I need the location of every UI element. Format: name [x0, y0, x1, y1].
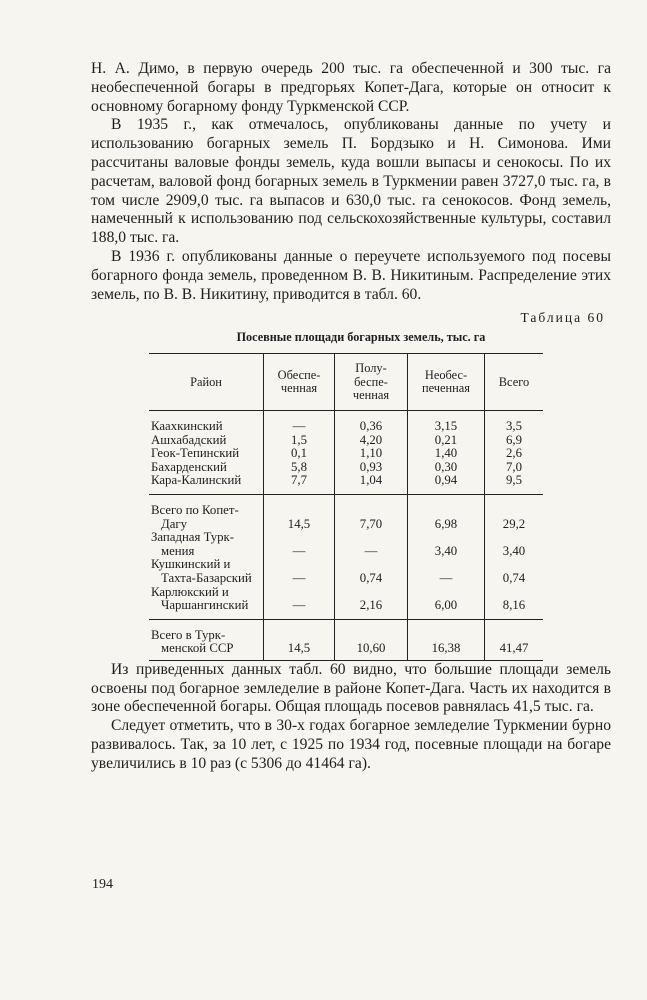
paragraph-1: Н. А. Димо, в первую очередь 200 тыс. га обеспеченной и 300 тыс. га необеспеченной богары в предгорьях Копет-Дага, которые он относит к основному богарному фонду Туркменской ССР.: [91, 60, 611, 115]
table-row: Карлюкский и Чаршангинский — 2,16 6,00 8,16: [149, 586, 543, 613]
data-table: [149, 353, 543, 661]
table-row: Каахкинский — 0,36 3,15 3,5: [149, 420, 543, 434]
header-semi-secured: Полу- беспе- ченная: [335, 354, 408, 411]
header-district: Район: [149, 354, 264, 411]
paragraph-4: Из приведенных данных табл. 60 видно, что большие площади земель освоены под богарное земледелие в районе Копет-Дага. Часть их находится в зоне обеспеченной богары. Общая площадь посевов равнялась 41,5 тыс. га.: [91, 660, 611, 716]
table-row: Геок-Тепинский 0,1 1,10 1,40 2,6: [149, 447, 543, 461]
table-row: Кушкинский и Тахта-Базарский — 0,74 — 0,74: [149, 558, 543, 585]
page-number: 194: [92, 877, 113, 892]
header-secured: Обеспе- ченная: [264, 354, 335, 411]
table-label: Таблица 60: [520, 310, 605, 326]
page-content: [91, 60, 611, 774]
paragraph-5: Следует отметить, что в 30-х годах богарное земледелие Туркмении бурно развивалось. Так, за 10 лет, с 1925 по 1934 год, посевные площади на богаре увеличились в 10 раз (с 5306 до 41464 га).: [91, 717, 611, 772]
header-unsecured: Необес- печенная: [408, 354, 485, 411]
table-row: Западная Турк- мения — — 3,40 3,40: [149, 531, 543, 558]
table-row: Бахарденский 5,8 0,93 0,30 7,0: [149, 461, 543, 475]
table-row: Кара-Калинский 7,7 1,04 0,94 9,5: [149, 474, 543, 488]
table-header-row: [149, 354, 543, 411]
table-row: Ашхабадский 1,5 4,20 0,21 6,9: [149, 434, 543, 448]
header-total: Всего: [485, 354, 544, 411]
table-row: Всего по Копет- Дагу 14,5 7,70 6,98 29,2: [149, 504, 543, 531]
table-total-row: Всего в Турк- менской ССР 14,5 10,60 16,38 41,47: [149, 629, 543, 661]
paragraph-2: В 1935 г., как отмечалось, опубликованы данные по учету и использованию богарных земель П. Бордзыко и Н. Симонова. Ими рассчитаны валовые фонды земель, куда вошли выпасы и сенокосы. По их расчетам, валовой фонд богарных земель в Туркмении равен 3727,0 тыс. га, в том числе 2909,0 тыс. га выпасов и 630,0 тыс. га сенокосов. Фонд земель, намеченный к использованию под сельскохозяйственные культуры, составил 188,0 тыс. га.: [91, 116, 611, 247]
table-title: Посевные площади богарных земель, тыс. га: [236, 330, 486, 345]
paragraph-3: В 1936 г. опубликованы данные о переучете используемого под посевы богарного фонда земель, проведенном В. В. Никитиным. Распределение этих земель, по В. В. Никитину, приводится в табл. 60.: [91, 247, 611, 303]
